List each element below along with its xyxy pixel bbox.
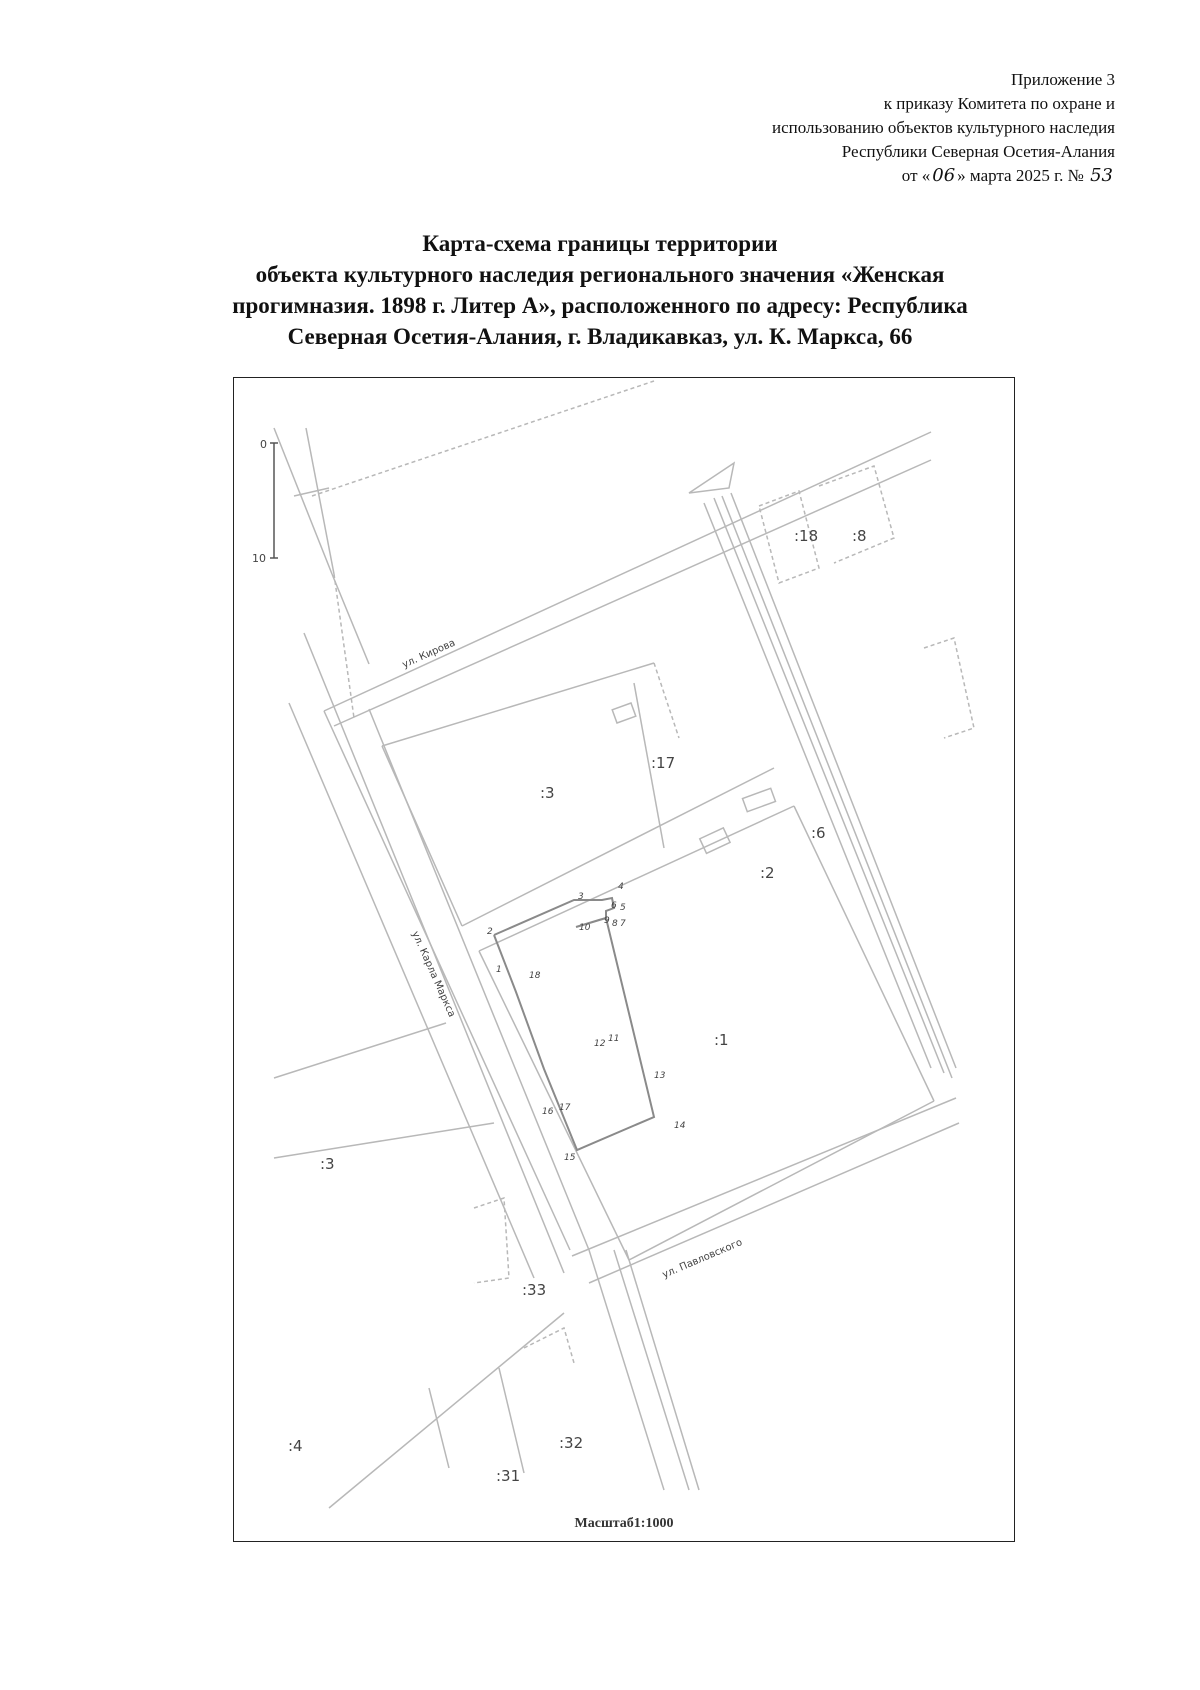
appendix-header	[772, 68, 1115, 188]
territory-boundary	[494, 898, 654, 1150]
handwritten-day: 06	[932, 165, 956, 186]
parcel-1-north	[479, 806, 794, 951]
parcel-label-6: :6	[811, 824, 826, 842]
appendix-order-ref: к приказу Комитета по охране и	[883, 94, 1115, 113]
point-label-14: 14	[674, 1121, 686, 1131]
parcel-31-edge-2	[429, 1388, 449, 1468]
parcel-3-south	[462, 768, 774, 926]
street-kirova: ул. Кирова	[400, 637, 458, 671]
street-karla-marksa: ул. Карла Маркса	[409, 929, 458, 1019]
marksa-south-edge-3	[626, 1250, 699, 1490]
title-line-1: Карта-схема границы территории	[422, 231, 778, 256]
cadastral-map	[234, 378, 1016, 1543]
parcel-label-32: :32	[559, 1434, 584, 1452]
parcel-3-west	[382, 746, 462, 926]
title-line-3: прогимназия. 1898 г. Литер А», расположенного по адресу: Республика	[232, 293, 968, 318]
appendix-committee: использованию объектов культурного наследия	[772, 118, 1115, 137]
building-17	[612, 703, 636, 723]
map-frame	[233, 377, 1015, 1542]
parcel-label-3-north: :3	[540, 784, 555, 802]
point-label-13: 13	[654, 1071, 666, 1081]
parcel-3b-edge	[274, 1023, 446, 1078]
date-prefix: от «	[901, 166, 931, 185]
parcel-label-2: :2	[760, 864, 775, 882]
parcel-label-17: :17	[651, 754, 676, 772]
building-2	[700, 828, 730, 853]
pavlovskogo-south-edge	[329, 1313, 564, 1508]
point-label-1: 1	[496, 965, 502, 975]
map-scale-caption: Масштаб1:1000	[574, 1516, 674, 1531]
appendix-republic: Республики Северная Осетия-Алания	[841, 142, 1115, 161]
nw-strip-edge-3	[332, 574, 369, 664]
point-label-4: 4	[618, 882, 624, 892]
appendix-date-line	[772, 164, 1115, 188]
parcel-label-3-west: :3	[320, 1155, 335, 1173]
appendix-number: Приложение 3	[1011, 70, 1115, 89]
east-dashed-parcel	[924, 638, 974, 738]
kirova-street-edge-2	[334, 460, 931, 726]
building-6	[743, 788, 776, 811]
kirova-street-edge-1	[324, 432, 931, 711]
point-label-5: 5	[620, 903, 626, 913]
east-street-edge-4	[731, 493, 956, 1068]
title-line-4: Северная Осетия-Алания, г. Владикавказ, ул. К. Маркса, 66	[287, 324, 913, 349]
parcel-32-dashed	[524, 1328, 574, 1363]
parcel-label-4: :4	[288, 1437, 303, 1455]
point-label-11: 11	[608, 1034, 620, 1044]
parcel-3-top	[382, 663, 654, 746]
title-line-2: объекта культурного наследия регионального значения «Женская	[255, 262, 945, 287]
nw-strip-dashed	[334, 574, 354, 718]
parcel-1-east	[794, 806, 934, 1101]
point-label-12: 12	[594, 1039, 606, 1049]
point-label-3: 3	[578, 892, 584, 902]
nw-strip-edge-2	[306, 428, 334, 574]
nw-strip-edge-1	[274, 428, 332, 574]
point-label-6: 6	[611, 901, 617, 911]
parcel-3-east-dashed	[654, 663, 679, 738]
marksa-south-edge-1	[589, 1250, 664, 1490]
parcel-label-1: :1	[714, 1031, 729, 1049]
territory-boundary-polygon	[494, 898, 654, 1150]
parcel-3b-edge-2	[274, 1123, 494, 1158]
point-label-17: 17	[559, 1103, 571, 1113]
pavlovskogo-edge-1	[572, 1098, 956, 1256]
point-label-18: 18	[529, 971, 541, 981]
point-label-15: 15	[564, 1153, 576, 1163]
point-label-2: 2	[487, 927, 493, 937]
pavlovskogo-edge-2	[589, 1123, 959, 1283]
point-label-7: 7	[620, 919, 626, 929]
map-labels	[252, 438, 867, 1485]
marksa-west-edge-2	[289, 703, 534, 1278]
parcel-label-33: :33	[522, 1281, 547, 1299]
parcel-label-8: :8	[852, 527, 867, 545]
parcel-33-dashed	[474, 1198, 509, 1283]
top-dashed-parcel	[312, 381, 654, 496]
east-street-edge-2	[714, 498, 944, 1073]
parcel-label-31: :31	[496, 1467, 521, 1485]
point-label-10: 10	[579, 923, 591, 933]
date-middle: » марта 2025 г. №	[957, 166, 1084, 185]
scale-bar-label-bottom: 10	[252, 552, 266, 565]
handwritten-order-number: 53	[1090, 165, 1113, 186]
parcel-label-18: :18	[794, 527, 819, 545]
north-junction	[689, 463, 734, 493]
scale-bar-label-top: 0	[260, 438, 267, 451]
street-pavlovskogo: ул. Павловского	[660, 1237, 745, 1281]
parcel-8-outline	[819, 466, 894, 563]
east-street-edge-3	[722, 496, 952, 1078]
point-label-8: 8	[612, 919, 618, 929]
marksa-south-edge-2	[614, 1250, 689, 1490]
marksa-west-edge	[304, 633, 564, 1273]
map-linework	[270, 381, 974, 1508]
point-label-9: 9	[604, 916, 610, 926]
parcel-31-edge	[499, 1368, 524, 1473]
point-label-16: 16	[542, 1107, 554, 1117]
document-title	[120, 228, 1080, 352]
